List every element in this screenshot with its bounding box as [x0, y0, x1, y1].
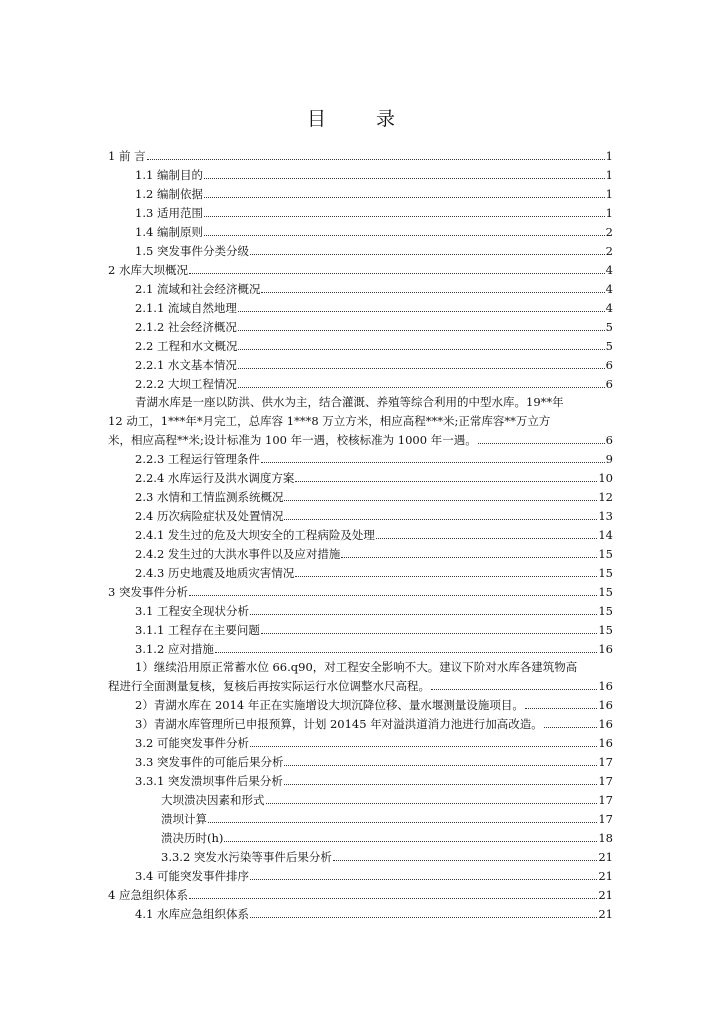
- toc-entry-label: 1.1 编制目的: [135, 168, 203, 182]
- toc-leader: [266, 791, 598, 804]
- toc-entry[interactable]: [108, 147, 613, 165]
- toc-entry-page: 15: [598, 585, 613, 599]
- toc-entry-label: 3.2 可能突发事件分析: [135, 736, 249, 750]
- toc-leader: [261, 280, 604, 293]
- toc-entry-label: 4 应急组织体系: [108, 888, 188, 902]
- toc-entry[interactable]: [135, 867, 613, 885]
- toc-entry[interactable]: [161, 848, 613, 866]
- toc-entry-page: 15: [598, 566, 613, 580]
- toc-entry-label: 溃坝计算: [161, 812, 207, 826]
- toc-entry[interactable]: [108, 886, 613, 904]
- toc-entry-label: 2.1 流域和社会经济概况: [135, 282, 261, 296]
- toc-entry-label: 3.3 突发事件的可能后果分析: [135, 755, 284, 769]
- toc-leader: [295, 564, 597, 577]
- toc-entry-page: 5: [605, 320, 613, 334]
- toc-entry-label: 4.1 水库应急组织体系: [135, 907, 249, 921]
- toc-entry-page: 17: [598, 812, 613, 826]
- toc-entry-label: 2.2.2 大坝工程情况: [135, 377, 237, 391]
- toc-entry-page: 17: [598, 755, 613, 769]
- toc-entry[interactable]: [135, 753, 613, 771]
- toc-entry[interactable]: [135, 469, 613, 487]
- toc-entry-page: 2: [605, 225, 613, 239]
- toc-leader: [208, 810, 597, 823]
- toc-entry[interactable]: [135, 356, 613, 374]
- toc-entry-label: 2.2.3 工程运行管理条件: [135, 452, 260, 466]
- toc-entry-page: 16: [598, 736, 613, 750]
- toc-entry-page: 21: [598, 907, 613, 921]
- toc-entry-text: 程进行全面测量复核，复核后再按实际运行水位调整水尺高程。: [108, 679, 430, 693]
- toc-entry-label: 2）青湖水库在 2014 年正在实施增设大坝沉降位移、量水堰测量设施项目。: [135, 698, 524, 712]
- toc-entry-text: 12 动工，1***年*月完工，总库容 1***8 万立方米，相应高程***米;正常库容**万立方: [108, 414, 551, 428]
- toc-entry-text: 米，相应高程**米;设计标准为 100 年一遇，校核标准为 1000 年一遇。: [108, 433, 477, 447]
- page-title: 目 录: [306, 108, 418, 130]
- toc-entry[interactable]: [135, 715, 613, 733]
- toc-entry[interactable]: [135, 545, 613, 563]
- toc-entry-page: 1: [605, 187, 613, 201]
- toc-entry-page: 1: [605, 149, 613, 163]
- toc-entry-page: 6: [605, 433, 613, 447]
- toc-leader: [147, 147, 605, 160]
- toc-leader: [238, 375, 605, 388]
- toc-entry-page: 4: [605, 263, 613, 277]
- toc-paragraph-entry[interactable]: [108, 658, 613, 696]
- toc-entry-page: 1: [605, 168, 613, 182]
- toc-entry[interactable]: [135, 337, 613, 355]
- toc-entry[interactable]: [135, 772, 613, 790]
- toc-entry-page: 4: [605, 282, 613, 296]
- toc-entry-page: 1: [605, 206, 613, 220]
- toc-leader: [238, 299, 605, 312]
- toc-entry[interactable]: [135, 223, 613, 241]
- toc-entry[interactable]: [135, 166, 613, 184]
- toc-leader: [284, 507, 597, 520]
- toc-entry-label: 2.4 历次病险症状及处置情况: [135, 509, 284, 523]
- toc-leader: [284, 772, 597, 785]
- toc-leader: [250, 734, 597, 747]
- toc-entry[interactable]: [135, 526, 613, 544]
- toc-entry-page: 18: [598, 831, 613, 845]
- toc-entry-label: 2.2 工程和水文概况: [135, 339, 238, 353]
- toc-entry-page: 16: [598, 642, 613, 656]
- toc-entry-page: 15: [598, 547, 613, 561]
- toc-leader: [284, 753, 597, 766]
- toc-leader: [189, 261, 605, 274]
- toc-entry[interactable]: [135, 734, 613, 752]
- toc-entry-page: 17: [598, 774, 613, 788]
- toc-entry-label: 溃决历时(h): [161, 831, 224, 845]
- toc-entry-page: 9: [605, 452, 613, 466]
- toc-entry-text: 1）继续沿用原正常蓄水位 66.q90，对工程安全影响不大。建议下阶对水库各建筑物高: [135, 660, 578, 674]
- toc-entry[interactable]: [108, 583, 613, 601]
- toc-entry-label: 大坝溃决因素和形式: [161, 793, 265, 807]
- toc-leader: [238, 318, 605, 331]
- toc-entry-label: 3）青湖水库管理所已申报预算，计划 20145 年对溢洪道消力池进行加高改造。: [135, 717, 543, 731]
- toc-entry[interactable]: [161, 791, 613, 809]
- toc-leader: [525, 696, 597, 709]
- toc-leader: [250, 867, 597, 880]
- toc-leader: [376, 526, 597, 539]
- toc-entry-page: 16: [598, 679, 613, 693]
- toc-entry-label: 3.4 可能突发事件排序: [135, 869, 249, 883]
- toc-entry-label: 2 水库大坝概况: [108, 263, 188, 277]
- toc-entry[interactable]: [135, 280, 613, 298]
- toc-entry[interactable]: [135, 450, 613, 468]
- toc-entry-label: 3 突发事件分析: [108, 585, 188, 599]
- toc-entry-label: 2.4.2 发生过的大洪水事件以及应对措施: [135, 547, 341, 561]
- toc-entry-label: 2.4.3 历史地震及地质灾害情况: [135, 566, 295, 580]
- toc-entry[interactable]: [135, 621, 613, 639]
- toc-leader: [204, 204, 605, 217]
- toc-entry-page: 4: [605, 301, 613, 315]
- toc-entry-label: 3.3.1 突发溃坝事件后果分析: [135, 774, 283, 788]
- toc-entry-page: 15: [598, 604, 613, 618]
- toc-entry[interactable]: [135, 564, 613, 582]
- toc-entry-page: 16: [598, 717, 613, 731]
- toc-entry-label: 3.1.2 应对措施: [135, 642, 214, 656]
- toc-entry-label: 3.1.1 工程存在主要问题: [135, 623, 260, 637]
- toc-entry[interactable]: [135, 242, 613, 260]
- toc-leader: [261, 621, 597, 634]
- toc-entry-label: 1.3 适用范围: [135, 206, 203, 220]
- toc-leader: [238, 356, 605, 369]
- toc-leader: [544, 715, 598, 728]
- toc-leader: [204, 185, 605, 198]
- toc-entry-page: 14: [598, 528, 613, 542]
- toc-entry-page: 21: [598, 888, 613, 902]
- toc-entry-label: 2.2.4 水库运行及洪水调度方案: [135, 471, 295, 485]
- toc-entry-label: 2.4.1 发生过的危及大坝安全的工程病险及处理: [135, 528, 375, 542]
- toc-entry-label: 1.2 编制依据: [135, 187, 203, 201]
- toc-entry[interactable]: [135, 488, 613, 506]
- toc-entry-page: 12: [598, 490, 613, 504]
- toc-entry[interactable]: [135, 185, 613, 203]
- toc-entry-label: 3.1 工程安全现状分析: [135, 604, 249, 618]
- toc-leader: [189, 886, 597, 899]
- toc-entry-label: 2.2.1 水文基本情况: [135, 358, 237, 372]
- toc-entry[interactable]: [135, 507, 613, 525]
- toc-leader: [478, 431, 605, 444]
- toc-entry[interactable]: [135, 204, 613, 222]
- toc-entry[interactable]: [135, 318, 613, 336]
- toc-entry[interactable]: [161, 829, 613, 847]
- toc-leader: [284, 488, 597, 501]
- toc-leader: [250, 905, 597, 918]
- toc-entry-label: 1.5 突发事件分类分级: [135, 244, 249, 258]
- toc-leader: [431, 677, 597, 690]
- toc-entry-label: 3.3.2 突发水污染等事件后果分析: [161, 850, 332, 864]
- toc-leader: [224, 829, 597, 842]
- toc-leader: [250, 242, 605, 255]
- toc-leader: [189, 583, 597, 596]
- toc-entry-label: 1.4 编制原则: [135, 225, 203, 239]
- toc-entry[interactable]: [108, 261, 613, 279]
- toc-leader: [333, 848, 597, 861]
- toc-leader: [238, 337, 604, 350]
- toc-entry-label: 2.1.1 流域自然地理: [135, 301, 237, 315]
- toc-entry-page: 13: [598, 509, 613, 523]
- toc-entry-page: 21: [598, 850, 613, 864]
- toc-entry-page: 5: [605, 339, 613, 353]
- toc-entry[interactable]: [135, 696, 613, 714]
- toc-entry-page: 2: [605, 244, 613, 258]
- toc-leader: [204, 166, 605, 179]
- toc-leader: [250, 602, 597, 615]
- toc-entry-page: 16: [598, 698, 613, 712]
- toc-entry-page: 21: [598, 869, 613, 883]
- toc-leader: [341, 545, 597, 558]
- toc-entry[interactable]: [135, 602, 613, 620]
- toc-entry-page: 6: [605, 358, 613, 372]
- toc-leader: [261, 450, 605, 463]
- toc-entry-page: 10: [598, 471, 613, 485]
- toc-entry[interactable]: [135, 375, 613, 393]
- toc-entry-label: 1 前 言: [108, 149, 146, 163]
- toc-entry-text: 青湖水库是一座以防洪、供水为主，结合灌溉、养殖等综合利用的中型水库。19**年: [135, 395, 564, 409]
- toc-paragraph-entry[interactable]: [108, 393, 613, 450]
- toc-entry[interactable]: [135, 905, 613, 923]
- toc-entry-label: 2.1.2 社会经济概况: [135, 320, 237, 334]
- toc-leader: [215, 640, 597, 653]
- toc-entry[interactable]: [135, 299, 613, 317]
- toc-entry-page: 17: [598, 793, 613, 807]
- toc-entry-page: 15: [598, 623, 613, 637]
- toc-entry-label: 2.3 水情和工情监测系统概况: [135, 490, 284, 504]
- toc-leader: [204, 223, 605, 236]
- toc-entry[interactable]: [161, 810, 613, 828]
- toc-entry[interactable]: [135, 640, 613, 658]
- toc-entry-page: 6: [605, 377, 613, 391]
- toc-leader: [295, 469, 597, 482]
